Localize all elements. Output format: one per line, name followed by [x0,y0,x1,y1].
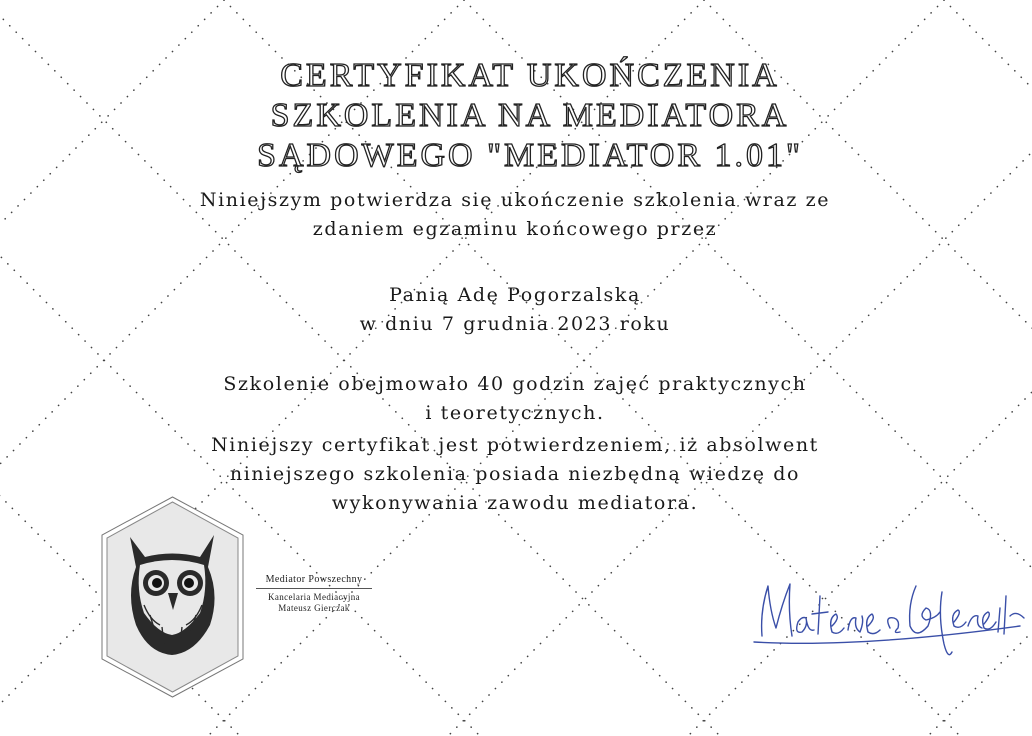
signature-icon [740,556,1030,666]
intro-paragraph [100,186,930,244]
statement-line: Niniejszy certyfikat jest potwierdzeniem, iż absolwent [211,434,819,456]
brand-divider [256,588,372,589]
hours-paragraph [100,370,930,428]
owl-logo-icon [100,495,245,699]
brand-block [248,574,380,614]
hours-line: Szkolenie obejmowało 40 godzin zajęć praktycznych [223,373,807,395]
hours-line: i teoretycznych. [425,402,605,424]
title-line: CERTYFIKAT UKOŃCZENIA [280,57,780,94]
statement-line: wykonywania zawodu mediatora. [331,492,699,514]
brand-name: Mediator Powszechny [265,574,363,585]
title-line: SĄDOWEGO "MEDIATOR 1.01" [257,137,803,174]
certificate-title [130,56,930,176]
brand-subtitle: Mateusz Gierczak [278,603,350,613]
recipient-block [100,281,930,339]
statement-line: niniejszego szkolenia posiada niezbędną wiedzę do [229,463,801,485]
recipient-name: Panią Adę Pogorzalską [389,284,641,306]
title-line: SZKOLENIA NA MEDIATORA [270,97,790,134]
intro-line: zdaniem egzaminu końcowego przez [312,218,718,240]
completion-date: w dniu 7 grudnia 2023 roku [359,313,671,335]
intro-line: Niniejszym potwierdza się ukończenie szkolenia wraz ze [199,189,831,211]
brand-subtitle: Kancelaria Mediacyjna [267,592,361,602]
